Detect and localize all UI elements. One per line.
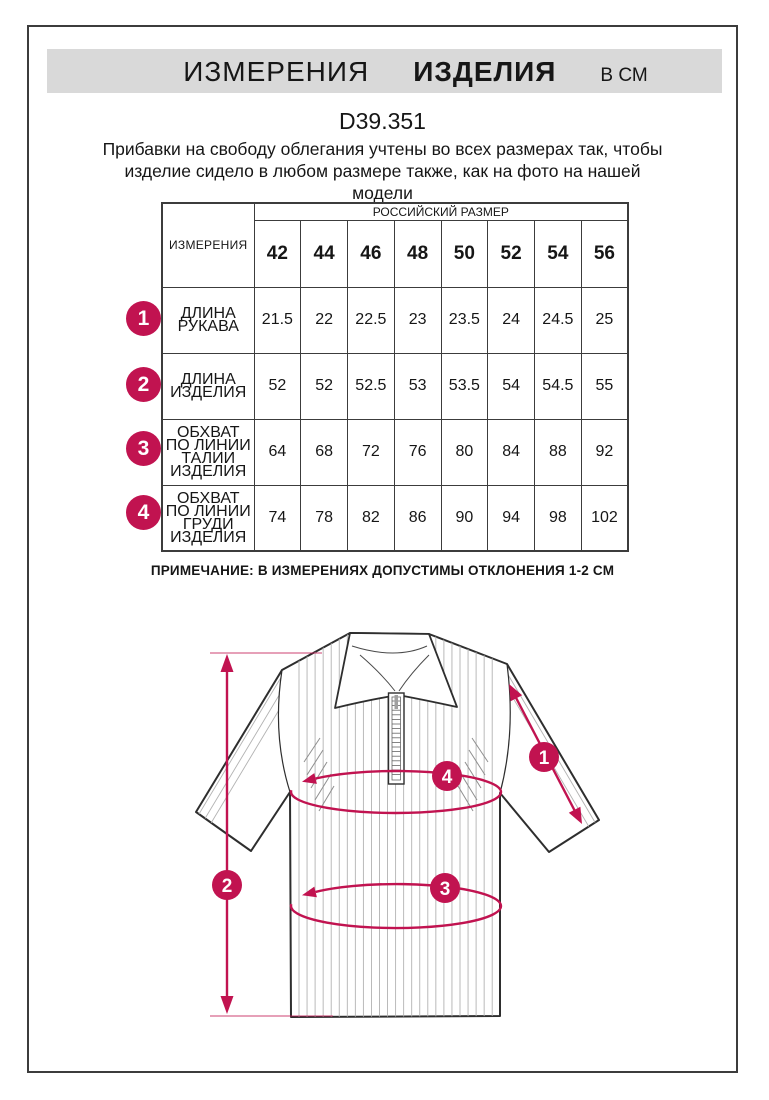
value-cell: 92 (581, 419, 628, 485)
value-cell: 53.5 (441, 353, 488, 419)
size-cell: 48 (394, 220, 441, 287)
value-cell: 98 (535, 485, 582, 551)
marker-3-badge: 3 (126, 431, 161, 466)
size-cell: 44 (301, 220, 348, 287)
row-label: ДЛИНА РУКАВА (162, 287, 254, 353)
row-label: ОБХВАТ ПО ЛИНИИ ГРУДИ ИЗДЕЛИЯ (162, 485, 254, 551)
marker-4-badge: 4 (126, 495, 161, 530)
marker-3-number: 3 (439, 879, 451, 900)
model-code: D39.351 (339, 108, 426, 134)
value-cell: 22.5 (348, 287, 395, 353)
value-cell: 88 (535, 419, 582, 485)
value-cell: 72 (348, 419, 395, 485)
value-cell: 64 (254, 419, 301, 485)
value-cell: 82 (348, 485, 395, 551)
value-cell: 54.5 (535, 353, 582, 419)
description-line: Прибавки на свободу облегания учтены во всех размерах так, чтобы (102, 139, 663, 159)
value-cell: 84 (488, 419, 535, 485)
description-line: изделие сидело в любом размере также, как на фото на нашей (124, 161, 641, 181)
value-cell: 86 (394, 485, 441, 551)
size-cell: 50 (441, 220, 488, 287)
value-cell: 52.5 (348, 353, 395, 419)
zipper-pull (395, 695, 399, 709)
value-cell: 21.5 (254, 287, 301, 353)
value-cell: 23.5 (441, 287, 488, 353)
marker-2-badge: 2 (126, 367, 161, 402)
size-cell: 56 (581, 220, 628, 287)
page-title-bold: ИЗДЕЛИЯ (413, 56, 557, 87)
value-cell: 90 (441, 485, 488, 551)
size-cell: 46 (348, 220, 395, 287)
value-cell: 94 (488, 485, 535, 551)
value-cell: 24 (488, 287, 535, 353)
size-cell: 52 (488, 220, 535, 287)
value-cell: 102 (581, 485, 628, 551)
value-cell: 52 (254, 353, 301, 419)
marker-1-badge: 1 (126, 301, 161, 336)
value-cell: 78 (301, 485, 348, 551)
table-col-group-header: РОССИЙСКИЙ РАЗМЕР (254, 203, 628, 220)
value-cell: 25 (581, 287, 628, 353)
marker-4-number: 4 (441, 767, 453, 788)
value-cell: 22 (301, 287, 348, 353)
value-cell: 23 (394, 287, 441, 353)
value-cell: 74 (254, 485, 301, 551)
value-cell: 76 (394, 419, 441, 485)
description-line: модели (352, 183, 413, 203)
value-cell: 54 (488, 353, 535, 419)
page-title: ИЗМЕРЕНИЯ (183, 56, 370, 87)
row-label: ДЛИНА ИЗДЕЛИЯ (162, 353, 254, 419)
value-cell: 55 (581, 353, 628, 419)
value-cell: 52 (301, 353, 348, 419)
value-cell: 68 (301, 419, 348, 485)
size-cell: 54 (535, 220, 582, 287)
table-row-header: ИЗМЕРЕНИЯ (162, 203, 254, 287)
value-cell: 80 (441, 419, 488, 485)
marker-2-number: 2 (221, 876, 233, 897)
title-unit: В СМ (600, 65, 648, 86)
value-cell: 53 (394, 353, 441, 419)
marker-1-number: 1 (538, 748, 550, 769)
tolerance-note: ПРИМЕЧАНИЕ: В ИЗМЕРЕНИЯХ ДОПУСТИМЫ ОТКЛОНЕНИЯ 1-2 СМ (150, 563, 615, 578)
row-label: ОБХВАТ ПО ЛИНИИ ТАЛИИ ИЗДЕЛИЯ (162, 419, 254, 485)
value-cell: 24.5 (535, 287, 582, 353)
size-cell: 42 (254, 220, 301, 287)
